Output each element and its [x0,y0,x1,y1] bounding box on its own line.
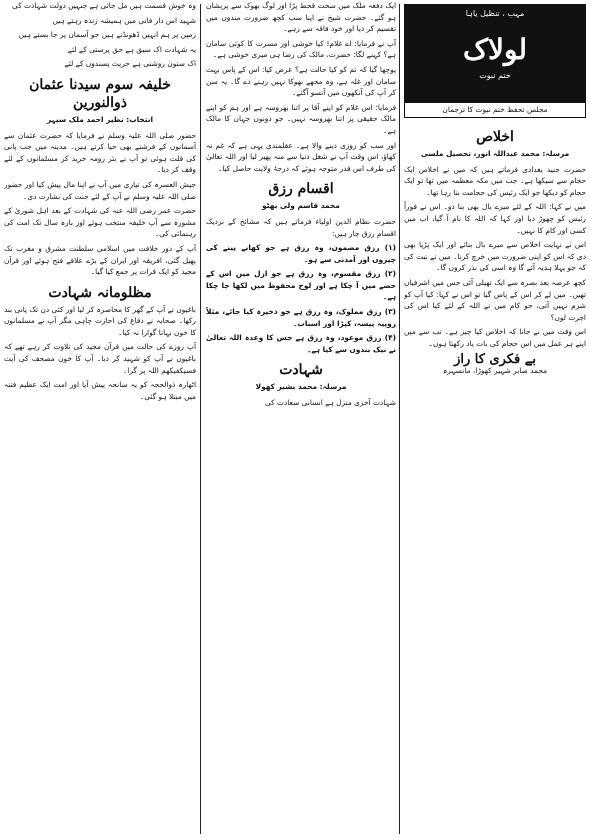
article-heading-mazloomana-shahadat: مظلومانہ شہادت [48,284,152,301]
paragraph: حضرت جنید بغدادی فرماتے ہیں کہ میں نے اخلاص ایک حجام سے سیکھا ہے۔ جب میں مکہ معظمہ میں تھا تو ایک حجام کو دیکھا جو ایک رئیس کی حجامت بنا رہا تھا۔ [404,164,586,197]
masthead-banner [404,4,586,118]
poem-line: یہ شہادت اک سبق ہے حق پرستی کے لئے [67,44,196,54]
article-byline-shahadat: مرسلہ: محمد بشیر کھولا [255,382,347,392]
article-byline-usman: انتخاب: نظیر احمد ملک سیہر [46,114,154,124]
column-divider [399,4,400,834]
paragraph: شہادت آخری منزل ہے انسانی سعادت کی [264,398,396,408]
poem-line: وہ خوش قسمت ہیں مل جاتی ہے جنہیں دولت شہادت کی [12,1,196,10]
article-byline-aqsam-rizq: محمد قاسم ولی بھٹو [262,201,340,211]
paragraph: آپ نے فرمایا: اے غلام! کیا خوشی اور مسرت کا کوئی سامان ہے؟ کہنے لگا: حضرت، مالک کی رضا ہی میری خوشی ہے۔ [206,38,396,60]
column-middle [206,0,396,838]
paragraph: حضور صلی اللہ علیہ وسلم نے فرمایا کہ حضرت عثمان سے آسمانوں کے فرشتے بھی حیا کرتے ہیں۔ مدینہ میں جب پانی کی قلت ہوئی تو آپ نے بئر رومہ خرید کر مسلمانوں کے لئے وقف کر دیا۔ [4,130,196,175]
paragraph: حضرت عمر رضی اللہ عنہ کی شہادت کے بعد اہل شوریٰ کے مشورہ سے آپ خلیفہ منتخب ہوئے اور بارہ سال تک امت کی رہنمائی کی۔ [4,206,196,239]
paragraph: اس نے نہایت اخلاص سے میرے بال بنائے اور ایک پڑیا بھی دی کہ اس کو اپنی ضرورت میں خرچ کرنا۔ میں نے نیت کی کہ جو پہلا ہدیہ آئے گا وہ اسی کی نذر کروں گا۔ [404,240,586,273]
list-item: (۳) رزق مملوک، وہ رزق ہے جو ذخیرہ کیا جائے، مثلاً روپیہ پیسہ، کپڑا اور اسباب۔ [206,307,396,328]
article-byline-ikhlas: مرسلہ: محمد عبداللہ انور، تحصیل ملسی [420,149,570,158]
paragraph: اور سب کو روزی دینے والا ہے۔ عقلمندی یہی ہے کہ غم نہ کھاؤ، اس وقت آپ نے شغل دنیا سے منہ پھیر لیا اور اللہ تعالیٰ کی طرف اس قدر متوجہ ہوئے کہ درجۂ ولایت حاصل کیا۔ [206,140,396,173]
list-item: (۴) رزق موعود، وہ رزق ہے جس کا وعدہ اللہ تعالیٰ نے نیک بندوں سے کیا ہے۔ [206,333,396,354]
banner-strap: مجلس تحفظ ختم نبوت کا ترجمان [404,102,586,118]
column-left [4,0,196,838]
list-item: (۱) رزق مضمون، وہ رزق ہے جو کھانے پینے کی چیزوں اور آمدنی سے ہو۔ [206,243,396,264]
column-right [404,122,586,834]
paragraph: اٹھارہ ذوالحجہ کو یہ سانحہ پیش آیا اور امت ایک عظیم فتنہ میں مبتلا ہو گئی۔ [4,380,196,401]
article-heading-ikhlas: اخلاص [476,129,514,145]
article-heading-befikri: بے فکری کا راز [454,351,536,367]
paragraph: اس وقت میں نے جانا کہ اخلاص کیا چیز ہے۔ تب سے میں اپنے ہر عمل میں اس حجام کی بات یاد رکھتا ہوں۔ [404,327,586,348]
masthead-logo: لولاک [462,33,528,66]
list-item: (۲) رزق مقسوم، وہ رزق ہے جو ازل میں اس کے حصے میں آ چکا ہے اور لوح محفوظ میں لکھا جا چکا ہے۔ [206,269,396,302]
poem-line: اک ستون روشنی ہے حریت پسندوں کے لئے [64,59,196,69]
article-heading-shahadat: شہادت [279,362,323,379]
column-divider [200,4,201,834]
paragraph: ایک دفعہ ملک میں سخت قحط پڑا اور لوگ بھوک سے پریشان ہو گئے۔ حضرت شیخ نے اپنا سب کچھ ضرورت مندوں میں تقسیم کر دیا اور خود فاقہ سے رہے۔ [206,1,396,34]
paragraph: میں نے کہا: اللہ کے لئے میرے بال بھی بنا دو۔ اس نے فوراً رئیس کو چھوڑ دیا اور کہا کہ اللہ کا نام آ گیا، اب میں کسی اور کام کا نہیں۔ [404,202,586,235]
poem-line: زمین پر ہم انہیں ڈھونڈتے ہیں جو آسمان پر جا بستے ہیں [18,30,196,40]
paragraph: حضرت نظام الدین اولیاء فرماتے ہیں کہ مشائخ کے نزدیک اقسام رزق چار ہیں: [206,216,396,238]
article-heading-usman: خلیفہ سوم سیدنا عثمان ذوالنورین [29,76,171,111]
banner-tagline: مہب ، تنظیل یاہا [465,9,525,18]
paragraph: کچھ عرصہ بعد بصرہ سے ایک تھیلی آئی جس میں اشرفیاں تھیں۔ میں لے کر اس کے پاس گیا تو اس نے کہا: کیا آپ کو شرم نہیں آتی، جو کام میں نے اللہ کے لئے کیا اس کی اجرت لوں؟ [404,277,586,322]
paragraph: جیش العسرہ کی تیاری میں آپ نے اپنا مال پیش کیا اور حضور صلی اللہ علیہ وسلم نے آپ کے لئے جنت کی بشارت دی۔ [4,179,196,201]
article-credit: محمد صابر شہیر کھوڑا، مانسہرہ [442,366,548,376]
paragraph: باغیوں نے آپ کے گھر کا محاصرہ کر لیا اور کئی دن تک پانی بند رکھا۔ صحابہ نے دفاع کی اجازت چاہی مگر آپ نے مسلمانوں کا خون بہانا گوارا نہ کیا۔ [4,304,196,337]
paragraph: پوچھا گیا کہ تم کو کیا حالت ہے؟ عرض کیا: اس کے پاس بہت سامان اور غلہ ہے، وہ مجھے بھوکا نہیں رہنے دے گا۔ یہ سن کر آپ کی آنکھوں میں آنسو آگئے۔ [206,64,396,98]
paragraph: آپ کے دور خلافت میں اسلامی سلطنت مشرق و مغرب تک پھیل گئی، افریقہ اور ایران کے بڑے علاقے فتح ہوئے اور قرآن مجید کو ایک قرات پر جمع کیا گیا۔ [4,243,196,277]
article-heading-aqsam-rizq: اقسام رزق [268,181,334,198]
paragraph: فرمایا: اس غلام کو اپنے آقا پر اتنا بھروسہ ہے اور ہم کو اپنے مالک حقیقی پر اتنا بھروسہ نہیں۔ جو دونوں جہان کا مالک ہے۔ [206,102,396,135]
paragraph: آپ روزے کی حالت میں قرآن مجید کی تلاوت کر رہے تھے کہ باغیوں نے آپ کو شہید کر دیا۔ آپ کا خون مصحف کی آیت فسیکفیکھم اللہ پر گرا۔ [4,342,196,375]
poem-line: شہید اس دار فانی میں ہمیشہ زندہ رہتے ہیں [52,15,196,25]
masthead-logo-sub: ختم نبوت [479,71,511,80]
